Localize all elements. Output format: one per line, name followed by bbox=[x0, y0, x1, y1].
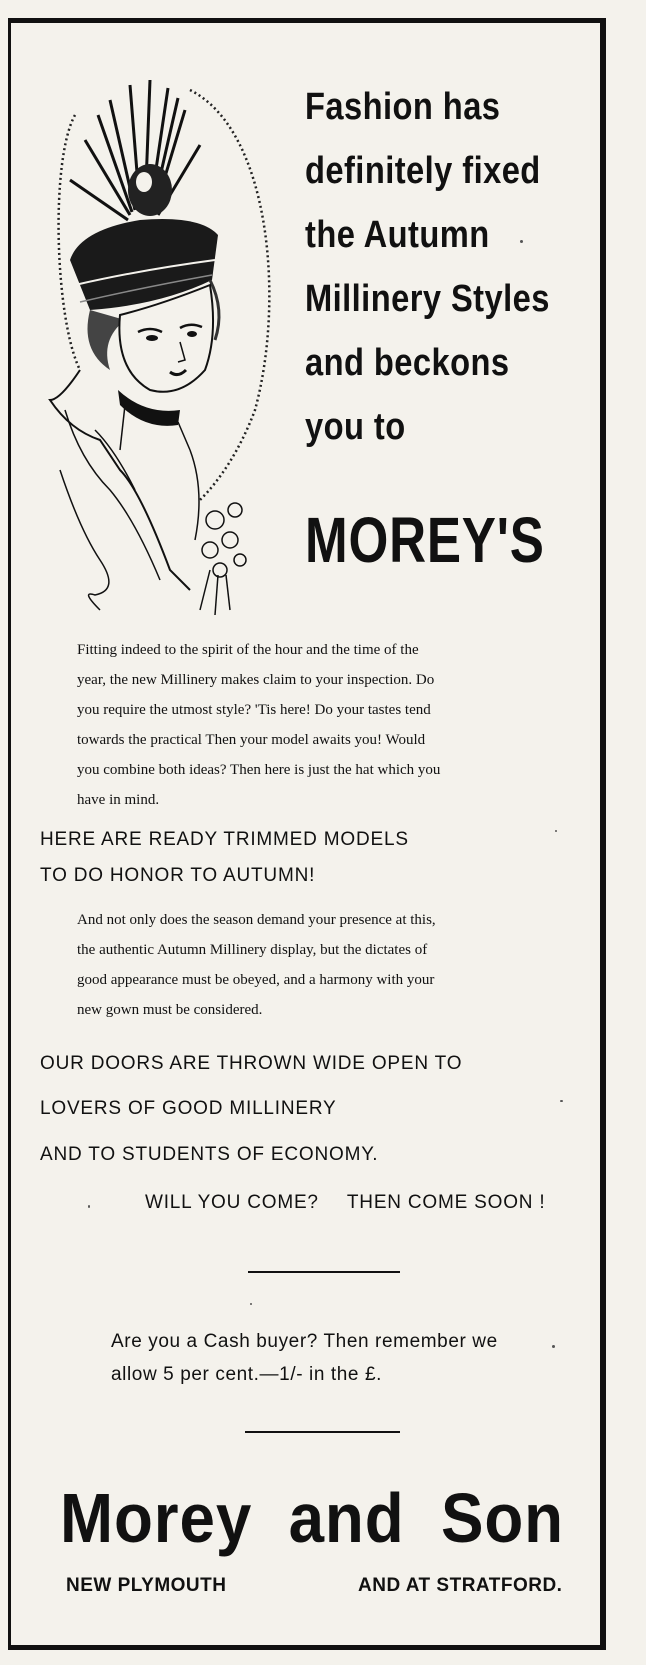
print-speck bbox=[88, 1205, 90, 1208]
intro-paragraph bbox=[77, 635, 549, 815]
divider-rule bbox=[245, 1431, 400, 1433]
brand-name: MOREY'S bbox=[305, 504, 545, 576]
doors-line: OUR DOORS ARE THROWN WIDE OPEN TO bbox=[40, 1053, 463, 1074]
print-speck bbox=[520, 240, 523, 243]
doors-line: AND TO STUDENTS OF ECONOMY. bbox=[40, 1144, 379, 1165]
headline bbox=[305, 75, 595, 459]
location-primary: NEW PLYMOUTH bbox=[66, 1575, 227, 1596]
trimmed-models-heading: HERE ARE READY TRIMMED MODELS bbox=[40, 829, 409, 850]
headline-line: and beckons bbox=[305, 342, 510, 384]
print-speck bbox=[560, 1100, 563, 1102]
intro-line: have in mind. bbox=[77, 792, 160, 808]
call-to-action bbox=[145, 1185, 545, 1221]
intro-line: towards the practical Then your model awaits you! Would bbox=[77, 732, 426, 748]
headline-line: the Autumn bbox=[305, 214, 490, 256]
company-name-word: Morey bbox=[60, 1479, 253, 1557]
print-speck bbox=[555, 830, 557, 832]
print-speck bbox=[552, 1345, 555, 1348]
headline-line: you to bbox=[305, 406, 406, 448]
company-name bbox=[60, 1475, 564, 1561]
doors-line: LOVERS OF GOOD MILLINERY bbox=[40, 1098, 337, 1119]
location-secondary: AND AT STRATFORD. bbox=[358, 1575, 563, 1596]
headline-line: definitely fixed bbox=[305, 150, 541, 192]
season-paragraph bbox=[77, 905, 549, 1025]
intro-line: year, the new Millinery makes claim to your inspection. Do bbox=[77, 672, 435, 688]
cta-answer: THEN COME SOON ! bbox=[346, 1192, 546, 1213]
print-speck bbox=[250, 1303, 252, 1305]
headline-line: Fashion has bbox=[305, 86, 501, 128]
divider-rule bbox=[248, 1271, 400, 1273]
cta-question: WILL YOU COME? bbox=[145, 1192, 319, 1213]
cash-offer bbox=[111, 1325, 498, 1391]
season-line: good appearance must be obeyed, and a harmony with your bbox=[77, 972, 435, 988]
intro-line: Fitting indeed to the spirit of the hour and the time of the bbox=[77, 642, 419, 658]
intro-line: you combine both ideas? Then here is just the hat which you bbox=[77, 762, 441, 778]
season-line: And not only does the season demand your presence at this, bbox=[77, 912, 436, 928]
intro-line: you require the utmost style? 'Tis here! Do your tastes tend bbox=[77, 702, 431, 718]
trimmed-models-heading: TO DO HONOR TO AUTUMN! bbox=[40, 865, 316, 886]
woman-in-feathered-hat-illustration-icon bbox=[40, 70, 280, 630]
headline-line: Millinery Styles bbox=[305, 278, 550, 320]
company-name-word: Son bbox=[440, 1479, 564, 1557]
season-line: new gown must be considered. bbox=[77, 1002, 263, 1018]
season-line: the authentic Autumn Millinery display, but the dictates of bbox=[77, 942, 428, 958]
company-name-word: and bbox=[288, 1479, 405, 1557]
cash-offer-line: allow 5 per cent.—1/- in the £. bbox=[111, 1364, 383, 1385]
cash-offer-line: Are you a Cash buyer? Then remember we bbox=[111, 1331, 498, 1352]
